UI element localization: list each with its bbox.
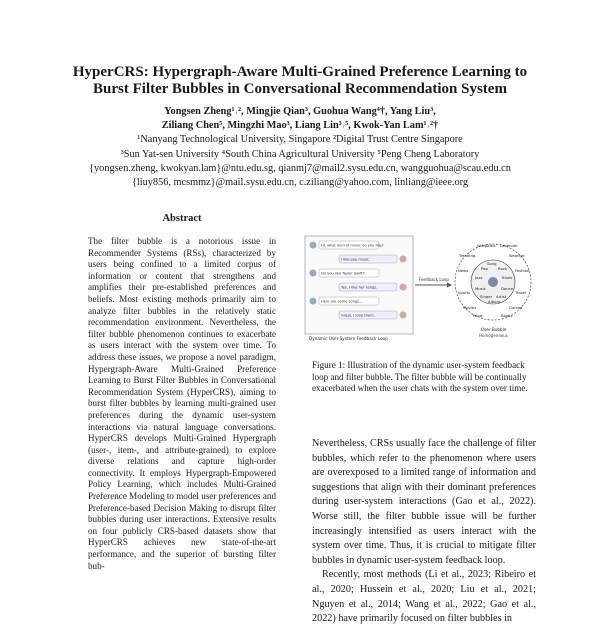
paragraph-1: Nevertheless, CRSs usually face the challenge of filter bubbles, which refer to the phenomenon where users are overexposed to a limited range of information and suggestions that align with their dominant preferences during user-system interactions (Gao et al., 2022). Worse still, the filter bubble issue will be further increasingly intensified as users interact with the system over time. Thus, it is crucial to mitigate filter bubbles in dynamic user-system feedback loop. [312,438,536,566]
chat-line-1: Hi, what kind of music do you like? [321,243,384,248]
loop-label: Dynamic User-System Feedback Loop [309,336,388,341]
author-block [40,105,560,190]
emails-line-1: {yongsen.zheng, kwokyan.lam}@ntu.edu.sg, qianmj7@mail2.sysu.edu.cn, wangguohua@scau.edu.cn [89,162,511,174]
chat-line-3: Do you like Taylor Swift? [321,271,365,276]
figure-1-caption: Figure 1: Illustration of the dynamic user-system feedback loop and filter bubble. The filter bubble will be continually exacerbated when the user chats with the system over time. [312,360,528,394]
bubble-word: Sports [458,290,471,295]
authors-line-2: Ziliang Chen⁵, Mingzhi Mao³, Liang Lin³˒⁵, Kwok-Yan Lam¹˒²† [161,120,439,132]
bubble-word: Trending [459,253,476,258]
user-avatar-3 [310,298,317,305]
title-line-2: Burst Filter Bubbles in Conversational Recommendation System [93,81,507,97]
bubble-word: Rock [498,266,508,271]
bubble-word: Movies [463,305,477,310]
bubble-word: Fashion [515,268,530,273]
abstract-heading: Abstract [162,213,202,224]
chat-line-6: Great, I love them. [341,313,375,318]
affiliations-line-2: ³Sun Yat-sen University ⁴South China Agricultural University ⁵Peng Cheng Laboratory [120,148,480,160]
bubble-word: News [458,268,469,273]
bubble-word: Travel [515,290,527,295]
bubble-sublabel: Homogeneous [479,333,508,338]
bubble-word: Lavender [500,243,518,248]
body-text [312,437,536,627]
system-avatar-2 [400,284,407,291]
chat-line-4: Yes, I like her songs. [341,285,378,290]
title-line-1: HyperCRS: Hypergraph-Aware Multi-Grained Preference Learning to [72,64,528,80]
user-avatar-2 [310,270,317,277]
bubble-word: Weather [509,253,525,258]
emails-line-2: {liuy856, mcsmmz}@mail.sysu.edu.cn, c.ziliang@yahoo.com, linliang@ieee.org [131,177,469,189]
user-icon [488,277,498,287]
bubble-word: Artist [496,294,507,299]
bubble-word: Food [473,313,483,318]
bubble-word: Album [488,299,501,304]
figure-1 [303,232,533,344]
bubble-word: Singer [480,294,493,299]
system-avatar-3 [400,312,407,319]
chat-line-5: Here are some songs... [321,299,363,304]
bubble-word: Games [509,305,523,310]
bubble-word: Song [487,261,497,266]
affiliations-line-1: ¹Nanyang Technological University, Singapore ²Digital Trust Centre Singapore [137,134,463,146]
user-avatar-1 [310,242,317,249]
bubble-word: Jazz [475,275,483,280]
bubble-word: Books [501,313,513,318]
abstract-text: The filter bubble is a notorious issue in Recommender Systems (RSs), characterized by users being confined to a limited corpus of information or content that strengthens and amplifies their pre-established preferences and beliefs. Most existing methods primarily aim to analyze filter bubbles in the relatively static recommendation environment. Nevertheless, the filter bubble phenomenon continues to exacerbate as users interact with the system over time. To address these issues, we propose a novel paradigm, Hypergraph-Aware Multi-Grained Preference Learning to Burst Filter Bubbles in Conversational Recommendation System (HyperCRS), aiming to burst filter bubbles by learning multi-grained user preferences during the dynamic user-system interactions via natural language conversations. HyperCRS develops Multi-Grained Hypergraph (user-, item-, and attribute-grained) to explore diverse relations and capture high-order connectivity. It employs Hypergraph-Empowered Policy Learning, which includes Multi-Grained Preference Modeling to model user preferences and Preference-based Decision Making to disrupt filter bubbles during user interactions. Extensive results on four publicly CRS-based datasets show that HyperCRS achieves new state-of-the-art performance, and the superior of bursting filter bub- [88,236,276,571]
authors-line-1: Yongsen Zheng¹˒², Mingjie Qian³, Guohua Wang⁴†, Yang Liu³, [164,106,436,117]
paragraph-2: Recently, most methods (Li et al., 2023; Ribeiro et al., 2020; Hussein et al., 2020; Liu et al., 2021; Nguyen et al., 2014; Wang et al., 2022; Gao et al., 2022) have primarily focused on filter bubbles in [312,569,536,625]
figure-1-illustration [303,232,533,344]
paper-title [40,64,560,98]
bubble-label: User Bubble [481,327,507,332]
bubble-word: Wikipedia [477,243,496,248]
feedback-label: Feedback Loop [419,277,449,282]
bubble-word: Blues [502,275,513,280]
chat-line-2: I like pop music. [341,257,371,262]
bubble-word: Dance [501,286,514,291]
bubble-word: Music [475,286,486,291]
system-avatar-1 [400,256,407,263]
bubble-word: Pop [481,266,488,271]
